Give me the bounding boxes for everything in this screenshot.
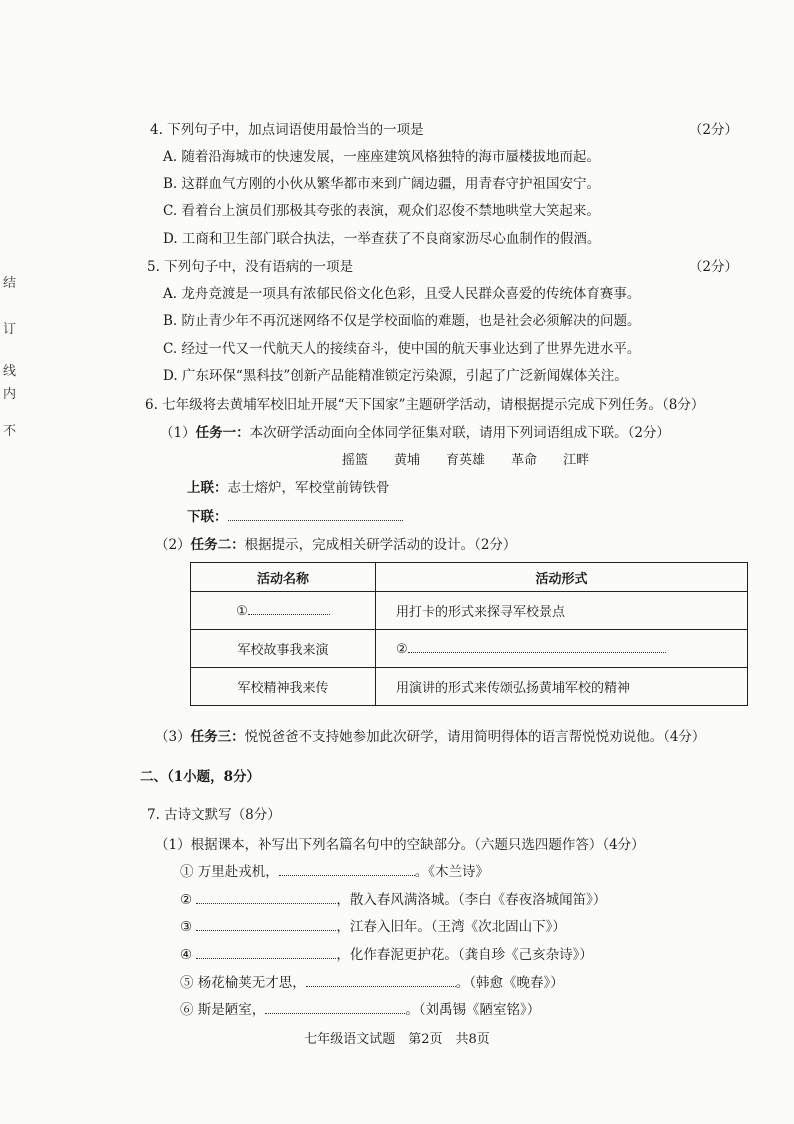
q4-option-b: B. 这群血气方刚的小伙从繁华都市来到广阔边疆，用青春守护祖国安宁。 (163, 176, 601, 192)
q5-points: （2分） (688, 259, 738, 275)
activity-name-blank[interactable] (248, 602, 330, 615)
table-row (191, 592, 748, 630)
binding-mark: 订 (3, 322, 17, 337)
upper-couplet-text: 志士熔炉，军校堂前铸铁骨 (227, 480, 390, 496)
q5-option-c: C. 经过一代又一代航天人的接续奋斗，使中国的航天事业达到了世界先进水平。 (163, 341, 641, 357)
binding-mark: 线 (3, 364, 17, 379)
word: 黄埔 (394, 453, 421, 468)
activity-form-cell: 用打卡的形式来探寻军校景点 (376, 592, 748, 630)
header-activity-name: 活动名称 (191, 563, 376, 592)
recite-item-3: ③ ，江春入旧年。（王湾《次北固山下》） (180, 919, 566, 935)
q4-option-a: A. 随着沿海城市的快速发展，一座座建筑风格独特的海市蜃楼拔地而起。 (163, 149, 600, 165)
lower-couplet (187, 505, 403, 525)
recite-blank[interactable] (306, 974, 456, 987)
word: 革命 (511, 453, 538, 468)
binding-mark: 不 (3, 424, 17, 439)
activity-name-cell: 军校故事我来演 (191, 630, 376, 668)
upper-couplet-label: 上联： (187, 480, 228, 496)
word: 江畔 (563, 453, 590, 468)
recite-item-5: ⑤ 杨花榆荚无才思， 。（韩愈《晚春》） (180, 975, 564, 991)
task3-text: 悦悦爸爸不支持她参加此次研学，请用简明得体的语言帮悦悦劝说他。（4分） (244, 729, 706, 745)
recite-item-1: ① 万里赴戎机， 。《木兰诗》 (180, 864, 490, 880)
activity-name-cell: 军校精神我来传 (191, 668, 376, 706)
page-footer: 七年级语文试题 第2页 共8页 (304, 1032, 490, 1047)
q4-option-d: D. 工商和卫生部门联合执法，一举查获了不良商家沥尽心血制作的假酒。 (163, 231, 601, 247)
activity-form-cell: ② (376, 630, 748, 668)
binding-mark: 结 (3, 276, 17, 291)
recite-blank[interactable] (196, 946, 336, 959)
table-row (191, 668, 748, 706)
word-bank (342, 449, 615, 468)
task2-name: 任务二： (190, 537, 245, 553)
task1-text: 本次研学活动面向全体同学征集对联，请用下列词语组成下联。（2分） (249, 425, 670, 441)
table-row (191, 630, 748, 668)
word: 摇篮 (342, 453, 369, 468)
header-activity-form: 活动形式 (376, 563, 748, 592)
table-header-row (191, 563, 748, 592)
q7-sub1: （1）根据课本，补写出下列名篇名句中的空缺部分。（六题只选四题作答）（4分） (155, 837, 645, 853)
q6-task1 (160, 421, 670, 441)
recite-blank[interactable] (196, 891, 336, 904)
q6-task3 (155, 725, 705, 745)
activity-form-blank[interactable] (408, 640, 666, 653)
q5-option-d: D. 广东环保“黑科技”创新产品能精准锁定污染源，引起了广泛新闻媒体关注。 (163, 368, 628, 384)
recite-item-4: ④ ，化作春泥更护花。（龚自珍《己亥杂诗》） (180, 947, 593, 963)
q5-option-a: A. 龙舟竞渡是一项具有浓郁民俗文化色彩，且受人民群众喜爱的传统体育赛事。 (163, 286, 641, 302)
q6-task2 (155, 533, 516, 553)
task2-text: 根据提示，完成相关研学活动的设计。（2分） (244, 537, 517, 553)
q7-stem: 7. 古诗文默写（8分） (147, 807, 281, 823)
recite-blank[interactable] (196, 918, 336, 931)
activity-name-cell: ① (191, 592, 376, 630)
q5-stem: 5. 下列句子中，没有语病的一项是 (147, 259, 354, 275)
binding-mark: 内 (3, 387, 17, 402)
recite-blank[interactable] (279, 863, 415, 876)
task1-name: 任务一： (195, 425, 250, 441)
word: 育英雄 (446, 453, 486, 468)
q4-stem: 4. 下列句子中，加点词语使用最恰当的一项是 (150, 122, 424, 138)
recite-blank[interactable] (265, 1001, 405, 1014)
q5-option-b: B. 防止青少年不再沉迷网络不仅是学校面临的难题，也是社会必须解决的问题。 (163, 313, 641, 329)
q4-points: （2分） (688, 122, 738, 138)
activity-form-cell: 用演讲的形式来传颂弘扬黄埔军校的精神 (376, 668, 748, 706)
q6-stem: 6. 七年级将去黄埔军校旧址开展“天下国家”主题研学活动，请根据提示完成下列任务。（8分） (145, 397, 705, 413)
activity-table (190, 562, 748, 706)
task1-label: （1） (160, 425, 196, 441)
recite-item-6: ⑥ 斯是陋室， 。（刘禹锡《陋室铭》） (180, 1002, 541, 1018)
q4-option-c: C. 看着台上演员们那极其夸张的表演，观众们忍俊不禁地哄堂大笑起来。 (163, 203, 600, 219)
recite-item-2: ② ，散入春风满洛城。（李白《春夜洛城闻笛》） (180, 892, 607, 908)
task2-label: （2） (155, 537, 191, 553)
lower-couplet-blank[interactable] (228, 508, 403, 521)
upper-couplet (187, 476, 390, 496)
task3-label: （3） (155, 729, 191, 745)
task3-name: 任务三： (190, 729, 245, 745)
section-heading: 二、（1小题，8分） (140, 769, 261, 785)
lower-couplet-label: 下联： (187, 509, 228, 525)
